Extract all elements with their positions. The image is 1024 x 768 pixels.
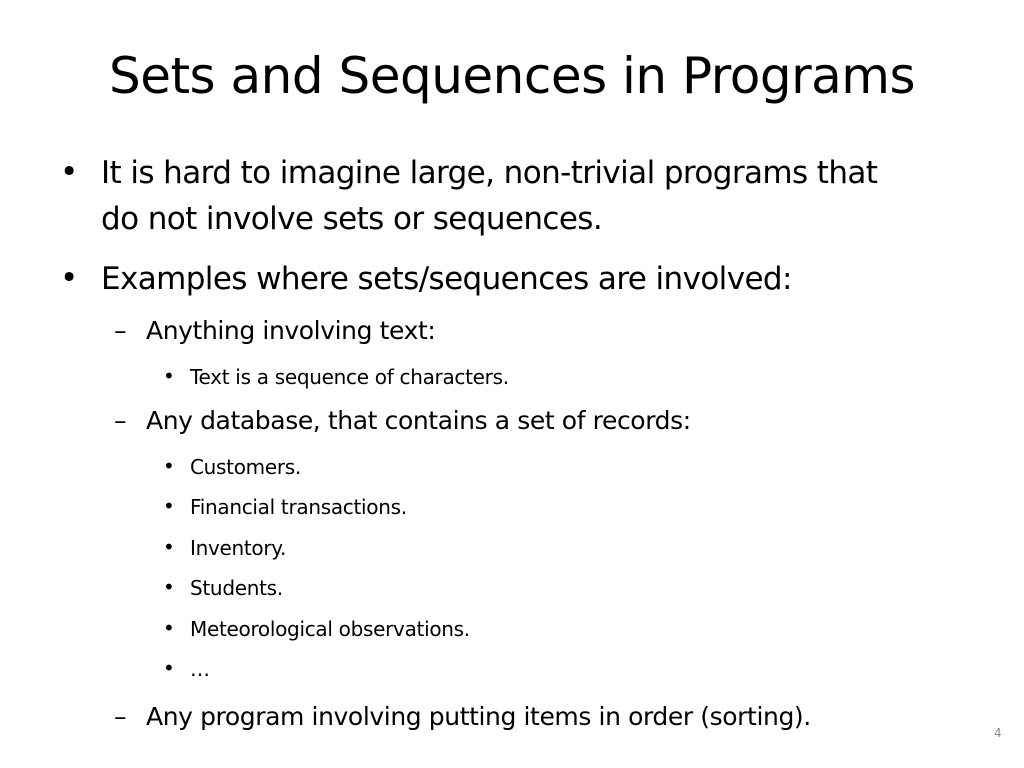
bullet-marker: • <box>163 656 175 680</box>
bullet-item <box>60 260 792 297</box>
bullet-text: It is hard to imagine large, non-trivial programs that <box>101 155 878 191</box>
bullet-marker: • <box>163 494 175 518</box>
sub-sub-bullet-text: Financial transactions. <box>190 495 407 519</box>
sub-sub-bullet-text: Students. <box>190 576 283 600</box>
slide-title: Sets and Sequences in Programs <box>108 47 916 105</box>
sub-sub-bullet-text: … <box>190 657 210 681</box>
sub-bullet-item <box>114 316 436 345</box>
bullet-continuation <box>101 201 602 237</box>
sub-bullet-item <box>114 702 811 731</box>
sub-sub-bullet-item <box>163 454 301 479</box>
dash-marker: – <box>114 406 127 435</box>
sub-sub-bullet-text: Meteorological observations. <box>190 617 470 641</box>
sub-bullet-item <box>114 406 691 435</box>
bullet-marker: • <box>163 575 175 599</box>
bullet-item <box>60 154 878 191</box>
sub-bullet-text: Any database, that contains a set of records: <box>146 406 691 435</box>
sub-sub-bullet-item <box>163 364 509 389</box>
sub-sub-bullet-text: Customers. <box>190 455 301 479</box>
sub-bullet-text: Anything involving text: <box>146 316 436 345</box>
sub-sub-bullet-item <box>163 575 283 600</box>
bullet-marker: • <box>163 364 175 388</box>
dash-marker: – <box>114 702 127 731</box>
bullet-marker: • <box>163 616 175 640</box>
bullet-marker: • <box>60 260 78 296</box>
sub-sub-bullet-item <box>163 656 210 681</box>
bullet-marker: • <box>60 154 78 190</box>
bullet-text: do not involve sets or sequences. <box>101 201 603 237</box>
bullet-marker: • <box>163 535 175 559</box>
dash-marker: – <box>114 316 127 345</box>
sub-sub-bullet-text: Inventory. <box>190 536 287 560</box>
sub-sub-bullet-item <box>163 535 287 560</box>
sub-sub-bullet-item <box>163 616 470 641</box>
sub-bullet-text: Any program involving putting items in order (sorting). <box>146 702 811 731</box>
bullet-text: Examples where sets/sequences are involved: <box>101 261 792 297</box>
bullet-marker: • <box>163 454 175 478</box>
page-number: 4 <box>994 726 1002 740</box>
sub-sub-bullet-item <box>163 494 407 519</box>
sub-sub-bullet-text: Text is a sequence of characters. <box>190 365 509 389</box>
